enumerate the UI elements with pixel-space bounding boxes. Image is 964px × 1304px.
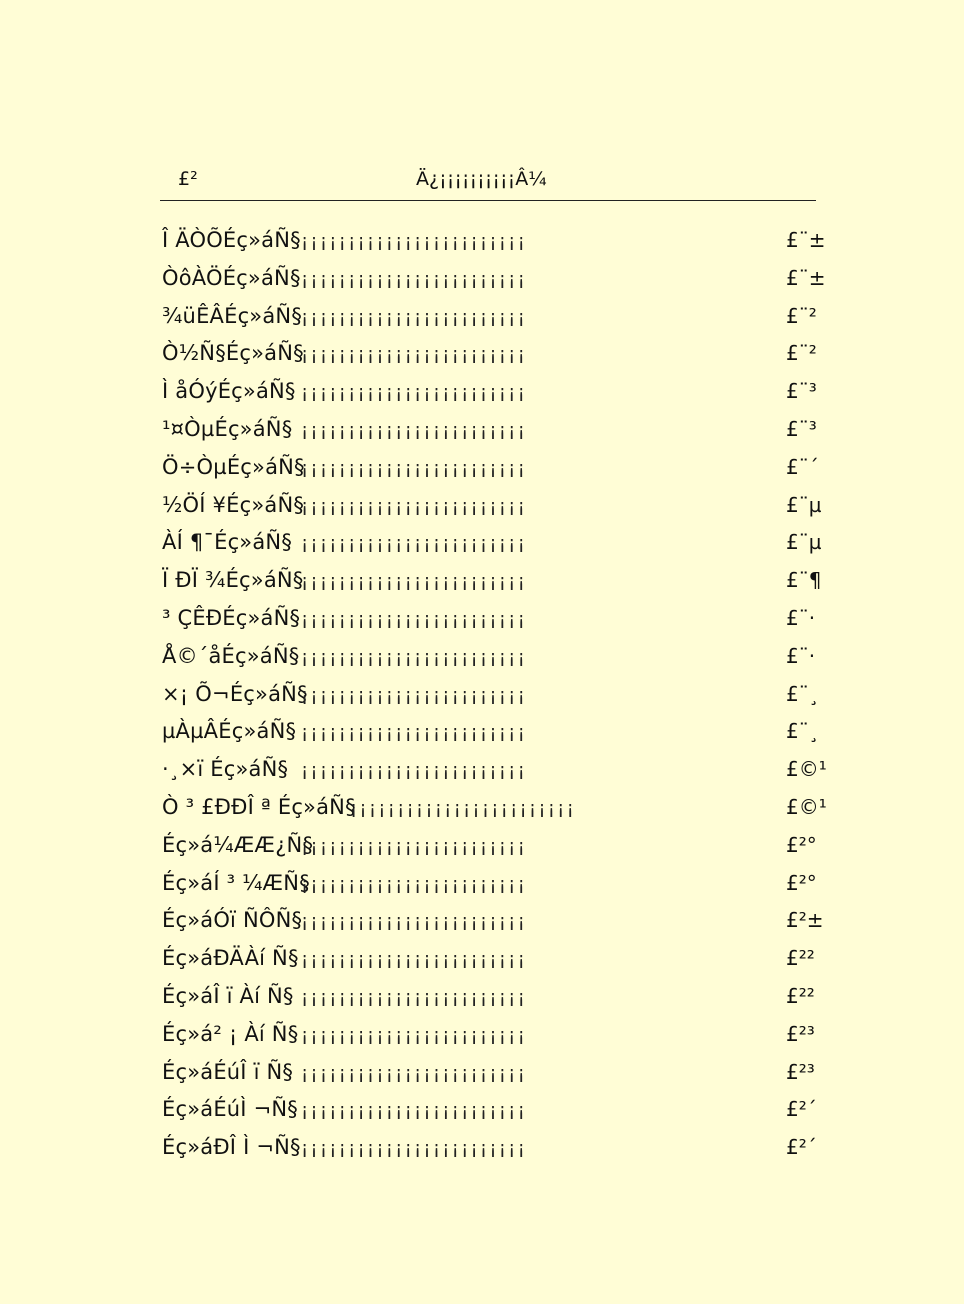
toc-entry-leader: ¡¡¡¡¡¡¡¡¡¡¡¡¡¡¡¡¡¡¡¡¡¡¡¡ xyxy=(301,533,527,555)
toc-entry-title: µÀµÂÉç»áÑ§ xyxy=(162,719,297,744)
toc-entry-leader: ¡¡¡¡¡¡¡¡¡¡¡¡¡¡¡¡¡¡¡¡¡¡¡¡ xyxy=(301,608,527,630)
toc-entry[interactable] xyxy=(160,940,832,978)
toc-entry-title: ½ÖÍ ¥Éç»áÑ§ xyxy=(162,492,305,517)
toc-entry-leader: ¡¡¡¡¡¡¡¡¡¡¡¡¡¡¡¡¡¡¡¡¡¡¡¡ xyxy=(301,382,527,404)
toc-entry-page: £¨± xyxy=(786,265,826,290)
toc-entry-page: £¨³ xyxy=(786,379,817,404)
toc-entry-leader: ¡¡¡¡¡¡¡¡¡¡¡¡¡¡¡¡¡¡¡¡¡¡¡¡ xyxy=(301,722,527,744)
page-header xyxy=(160,166,816,201)
toc-entry-title: Î ÄÒÕÉç»áÑ§ xyxy=(162,228,301,252)
toc-entry-leader: ¡¡¡¡¡¡¡¡¡¡¡¡¡¡¡¡¡¡¡¡¡¡¡¡ xyxy=(301,873,527,895)
toc-entry-title: Éç»á¼ÆÆ¿Ñ§ xyxy=(162,832,314,857)
toc-entry-leader: ¡¡¡¡¡¡¡¡¡¡¡¡¡¡¡¡¡¡¡¡¡¡¡¡ xyxy=(301,684,527,706)
toc-entry-title: Éç»á² ¡ Àí Ñ§ xyxy=(162,1021,299,1046)
toc-entry-leader: ¡¡¡¡¡¡¡¡¡¡¡¡¡¡¡¡¡¡¡¡¡¡¡¡ xyxy=(350,797,576,819)
toc-entry-page: £²° xyxy=(786,832,817,857)
toc-entry-page: £²³ xyxy=(786,1059,815,1084)
page-number: £² xyxy=(178,168,198,190)
toc-entry-leader: ¡¡¡¡¡¡¡¡¡¡¡¡¡¡¡¡¡¡¡¡¡¡¡¡ xyxy=(301,571,527,593)
toc-entry-title: ³ ÇÊÐÉç»áÑ§ xyxy=(162,605,301,630)
toc-entry-leader: ¡¡¡¡¡¡¡¡¡¡¡¡¡¡¡¡¡¡¡¡¡¡¡¡ xyxy=(301,1100,527,1122)
toc-entry-title: Ò ³ £ÐÐÎ ª Éç»áÑ§ xyxy=(162,794,356,819)
toc-entry-page: £²° xyxy=(786,870,817,895)
toc-entry-title: ¾üÊÂÉç»áÑ§ xyxy=(162,303,303,328)
toc-entry[interactable] xyxy=(160,260,832,298)
toc-entry[interactable] xyxy=(160,487,832,525)
toc-entry-page: £¨² xyxy=(786,303,817,328)
toc-entry-leader: ¡¡¡¡¡¡¡¡¡¡¡¡¡¡¡¡¡¡¡¡¡¡¡¡ xyxy=(301,419,527,441)
toc-entry[interactable] xyxy=(160,373,832,411)
toc-entry-leader: ¡¡¡¡¡¡¡¡¡¡¡¡¡¡¡¡¡¡¡¡¡¡¡¡ xyxy=(301,646,527,668)
toc-entry-page: £²± xyxy=(786,908,824,933)
toc-entry[interactable] xyxy=(160,751,832,789)
toc-entry-title: Éç»áÉúÎ ï Ñ§ xyxy=(162,1059,294,1084)
toc-entry-title: Ï ÐÏ ¾Éç»áÑ§ xyxy=(162,568,304,593)
toc-entry-leader: ¡¡¡¡¡¡¡¡¡¡¡¡¡¡¡¡¡¡¡¡¡¡¡¡ xyxy=(301,344,527,366)
toc-entry[interactable] xyxy=(160,827,832,865)
toc-entry-leader: ¡¡¡¡¡¡¡¡¡¡¡¡¡¡¡¡¡¡¡¡¡¡¡¡ xyxy=(301,231,527,252)
toc-entry-title: Éç»áÉúÌ ¬Ñ§ xyxy=(162,1097,298,1122)
table-of-contents xyxy=(160,222,832,1167)
toc-entry-title: Ì åÓýÉç»áÑ§ xyxy=(162,379,296,404)
toc-entry[interactable] xyxy=(160,1129,832,1167)
toc-entry-title: Éç»áÎ ï Àí Ñ§ xyxy=(162,983,294,1008)
toc-entry[interactable] xyxy=(160,562,832,600)
toc-entry-leader: ¡¡¡¡¡¡¡¡¡¡¡¡¡¡¡¡¡¡¡¡¡¡¡¡ xyxy=(301,495,527,517)
toc-entry-leader: ¡¡¡¡¡¡¡¡¡¡¡¡¡¡¡¡¡¡¡¡¡¡¡¡ xyxy=(301,911,527,933)
toc-entry-page: £¨¸ xyxy=(786,681,819,706)
toc-entry-leader: ¡¡¡¡¡¡¡¡¡¡¡¡¡¡¡¡¡¡¡¡¡¡¡¡ xyxy=(301,306,527,328)
toc-entry[interactable] xyxy=(160,638,832,676)
toc-entry[interactable] xyxy=(160,298,832,336)
toc-entry-page: £¨· xyxy=(786,643,816,668)
toc-entry[interactable] xyxy=(160,1091,832,1129)
toc-entry-page: £¨¸ xyxy=(786,719,819,744)
toc-entry-page: £²´ xyxy=(786,1135,817,1160)
toc-entry[interactable] xyxy=(160,600,832,638)
toc-entry-page: £²³ xyxy=(786,1021,815,1046)
toc-entry[interactable] xyxy=(160,789,832,827)
toc-entry-title: ¹¤ÒµÉç»áÑ§ xyxy=(162,416,293,441)
toc-entry-page: £²² xyxy=(786,946,815,971)
toc-entry[interactable] xyxy=(160,713,832,751)
toc-entry-page: £©¹ xyxy=(786,794,827,819)
toc-entry-title: Éç»áÓï ÑÔÑ§ xyxy=(162,908,303,933)
toc-entry-title: Éç»áÐÎ Ì ¬Ñ§ xyxy=(162,1135,301,1160)
toc-entry-leader: ¡¡¡¡¡¡¡¡¡¡¡¡¡¡¡¡¡¡¡¡¡¡¡¡ xyxy=(301,986,527,1008)
toc-entry[interactable] xyxy=(160,411,832,449)
toc-entry-title: ·¸×ï Éç»áÑ§ xyxy=(162,757,289,782)
toc-entry-page: £¨³ xyxy=(786,416,817,441)
toc-entry-page: £¨´ xyxy=(786,454,819,479)
toc-entry-page: £²² xyxy=(786,983,815,1008)
toc-entry-leader: ¡¡¡¡¡¡¡¡¡¡¡¡¡¡¡¡¡¡¡¡¡¡¡¡ xyxy=(301,1024,527,1046)
toc-entry-title: ÀÍ ¶¯Éç»áÑ§ xyxy=(162,530,293,555)
toc-entry-page: £¨² xyxy=(786,341,817,366)
toc-entry[interactable] xyxy=(160,676,832,714)
toc-entry-page: £¨± xyxy=(786,228,826,252)
toc-entry-leader: ¡¡¡¡¡¡¡¡¡¡¡¡¡¡¡¡¡¡¡¡¡¡¡¡ xyxy=(301,1062,527,1084)
toc-entry-page: £¨µ xyxy=(786,492,822,517)
toc-entry-title: Éç»áÐÄÀí Ñ§ xyxy=(162,946,299,971)
toc-entry-leader: ¡¡¡¡¡¡¡¡¡¡¡¡¡¡¡¡¡¡¡¡¡¡¡¡ xyxy=(301,268,527,290)
toc-entry[interactable] xyxy=(160,902,832,940)
toc-entry[interactable] xyxy=(160,222,832,260)
toc-entry[interactable] xyxy=(160,865,832,903)
toc-entry-page: £²´ xyxy=(786,1097,817,1122)
toc-entry[interactable] xyxy=(160,524,832,562)
toc-entry-title: ÒôÀÖÉç»áÑ§ xyxy=(162,265,301,290)
toc-entry-leader: ¡¡¡¡¡¡¡¡¡¡¡¡¡¡¡¡¡¡¡¡¡¡¡¡ xyxy=(301,760,527,782)
toc-entry-page: £¨· xyxy=(786,605,816,630)
toc-entry[interactable] xyxy=(160,1054,832,1092)
running-title: Ä¿¡¡¡¡¡¡¡¡¡¡Â¼ xyxy=(416,168,547,190)
toc-entry[interactable] xyxy=(160,449,832,487)
toc-entry-page: £©¹ xyxy=(786,757,827,782)
toc-entry[interactable] xyxy=(160,978,832,1016)
toc-entry-title: ×¡ Õ¬Éç»áÑ§ xyxy=(162,681,308,706)
toc-entry[interactable] xyxy=(160,335,832,373)
toc-entry-leader: ¡¡¡¡¡¡¡¡¡¡¡¡¡¡¡¡¡¡¡¡¡¡¡¡ xyxy=(301,1138,527,1160)
toc-entry[interactable] xyxy=(160,1016,832,1054)
toc-entry-title: Å©´åÉç»áÑ§ xyxy=(162,643,300,668)
toc-entry-title: Ò½Ñ§Éç»áÑ§ xyxy=(162,341,304,366)
toc-entry-page: £¨µ xyxy=(786,530,822,555)
toc-entry-title: Éç»áÍ ³ ¼ÆÑ§ xyxy=(162,870,310,895)
toc-entry-page: £¨¶ xyxy=(786,568,822,593)
toc-entry-title: Ö÷ÒµÉç»áÑ§ xyxy=(162,454,305,479)
toc-entry-leader: ¡¡¡¡¡¡¡¡¡¡¡¡¡¡¡¡¡¡¡¡¡¡¡¡ xyxy=(301,835,527,857)
toc-entry-leader: ¡¡¡¡¡¡¡¡¡¡¡¡¡¡¡¡¡¡¡¡¡¡¡¡ xyxy=(301,457,527,479)
toc-entry-leader: ¡¡¡¡¡¡¡¡¡¡¡¡¡¡¡¡¡¡¡¡¡¡¡¡ xyxy=(301,949,527,971)
